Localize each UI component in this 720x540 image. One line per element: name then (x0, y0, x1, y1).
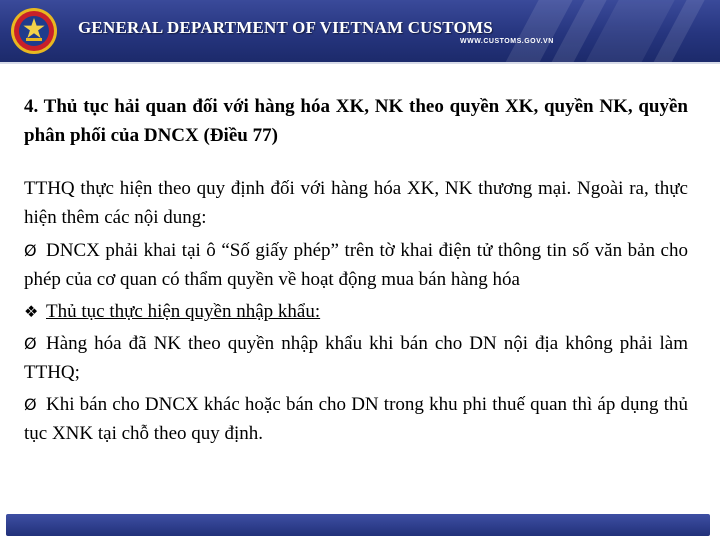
customs-emblem-icon (10, 7, 58, 55)
footer-band (0, 510, 720, 540)
bullet-text: Khi bán cho DNCX khác hoặc bán cho DN trong khu phi thuế quan thì áp dụng thủ tục XNK tại chỗ theo quy định. (24, 394, 688, 444)
website-url: WWW.CUSTOMS.GOV.VN (460, 38, 554, 45)
intro-paragraph: TTHQ thực hiện theo quy định đối với hàng hóa XK, NK thương mại. Ngoài ra, thực hiện thêm các nội dung: (24, 178, 688, 228)
bullet-item (24, 329, 688, 387)
bullet-text: DNCX phải khai tại ô “Số giấy phép” trên tờ khai điện tử thông tin số văn bản cho phép của cơ quan có thẩm quyền về hoạt động mua bán hàng hóa (24, 240, 688, 290)
bullet-item (24, 236, 688, 294)
subheading-text: Thủ tục thực hiện quyền nhập khẩu: (46, 301, 321, 322)
header-divider (0, 62, 720, 64)
header-band (0, 0, 720, 62)
footer-bar (6, 514, 710, 536)
slide-content (24, 92, 688, 451)
section-heading: 4. Thủ tục hải quan đối với hàng hóa XK, NK theo quyền XK, quyền NK, quyền phân phối của DNCX (Điều 77) (24, 96, 688, 146)
arrow-bullet-icon: Ø (24, 395, 37, 414)
bullet-text: Hàng hóa đã NK theo quyền nhập khẩu khi bán cho DN nội địa không phải làm TTHQ; (24, 333, 688, 383)
arrow-bullet-icon: Ø (24, 334, 37, 353)
bullet-item (24, 297, 688, 326)
bullet-item (24, 390, 688, 448)
department-title: GENERAL DEPARTMENT OF VIETNAM CUSTOMS (78, 18, 493, 37)
arrow-bullet-icon: Ø (24, 241, 37, 260)
diamond-bullet-icon: ❖ (24, 302, 39, 321)
